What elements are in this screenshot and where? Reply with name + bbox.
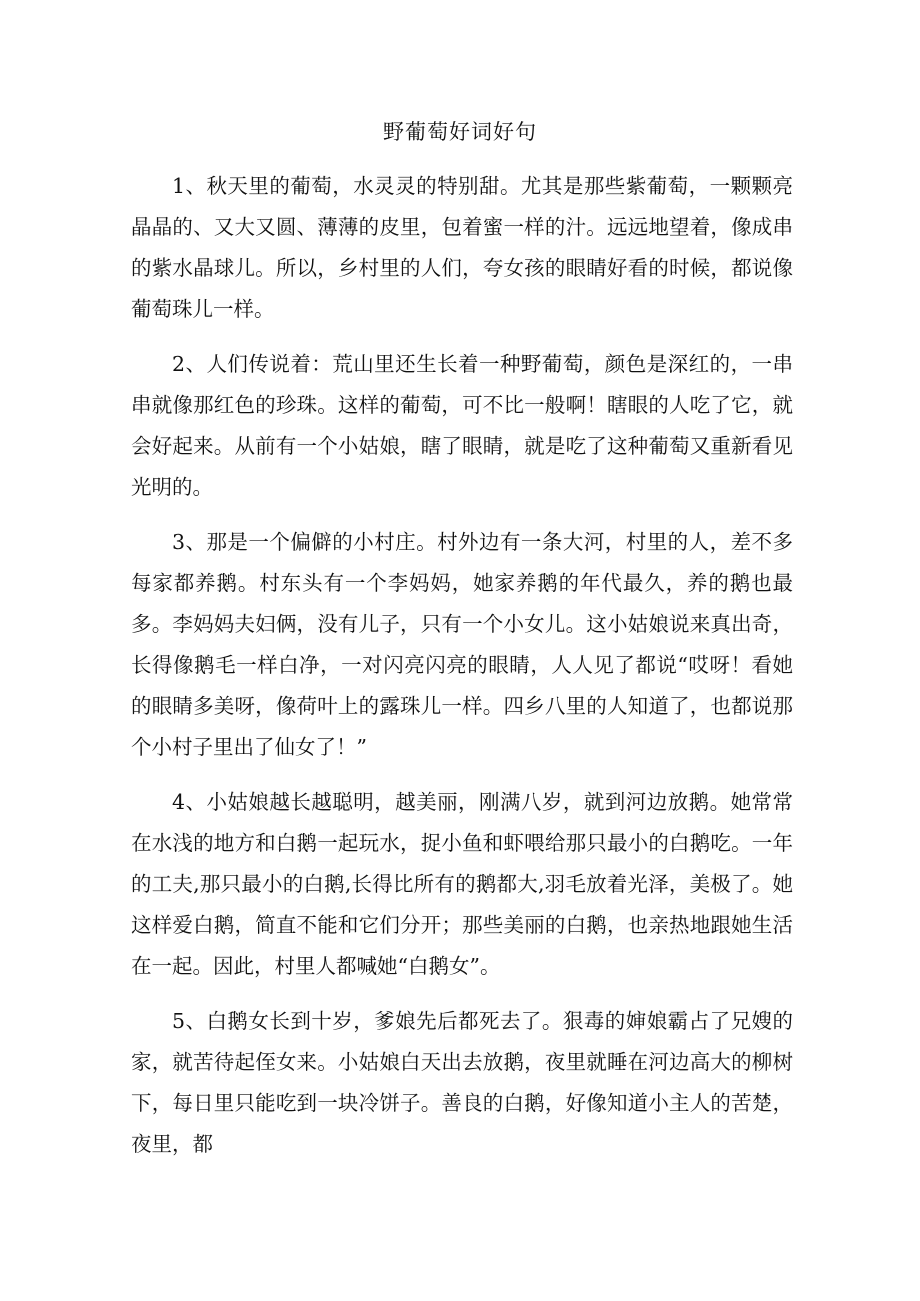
paragraph: 2、人们传说着：荒山里还生长着一种野葡萄，颜色是深红的，一串串就像那红色的珍珠。这样的葡萄，可不比一般啊！瞎眼的人吃了它，就会好起来。从前有一个小姑娘，瞎了眼睛，就是吃了这种葡萄又重新看见光明的。	[131, 352, 793, 499]
paragraph: 1、秋天里的葡萄，水灵灵的特别甜。尤其是那些紫葡萄，一颗颗亮晶晶的、又大又圆、薄薄的皮里，包着蜜一样的汁。远远地望着，像成串的紫水晶球儿。所以，乡村里的人们，夸女孩的眼睛好看的时候，都说像葡萄珠儿一样。	[131, 174, 793, 321]
paragraph: 4、小姑娘越长越聪明，越美丽，刚满八岁，就到河边放鹅。她常常在水浅的地方和白鹅一起玩水，捉小鱼和虾喂给那只最小的白鹅吃。一年的工夫,那只最小的白鹅,长得比所有的鹅都大,羽毛放着光泽，美极了。她这样爱白鹅，简直不能和它们分开；那些美丽的白鹅，也亲热地跟她生活在一起。因此，村里人都喊她“白鹅女”。	[131, 790, 793, 978]
document-title: 野葡萄好词好句	[383, 120, 537, 144]
document-body	[131, 166, 793, 1179]
paragraph: 3、那是一个偏僻的小村庄。村外边有一条大河，村里的人，差不多每家都养鹅。村东头有一个李妈妈，她家养鹅的年代最久，养的鹅也最多。李妈妈夫妇俩，没有儿子，只有一个小女儿。这小姑娘说来真出奇，长得像鹅毛一样白净，一对闪亮闪亮的眼睛，人人见了都说“哎呀！看她的眼睛多美呀，像荷叶上的露珠儿一样。四乡八里的人知道了，也都说那个小村子里出了仙女了！”	[131, 530, 793, 759]
paragraph: 5、白鹅女长到十岁，爹娘先后都死去了。狠毒的婶娘霸占了兄嫂的家，就苦待起侄女来。小姑娘白天出去放鹅，夜里就睡在河边高大的柳树下，每日里只能吃到一块冷饼子。善良的白鹅，好像知道小主人的苦楚，夜里，都	[131, 1009, 793, 1156]
